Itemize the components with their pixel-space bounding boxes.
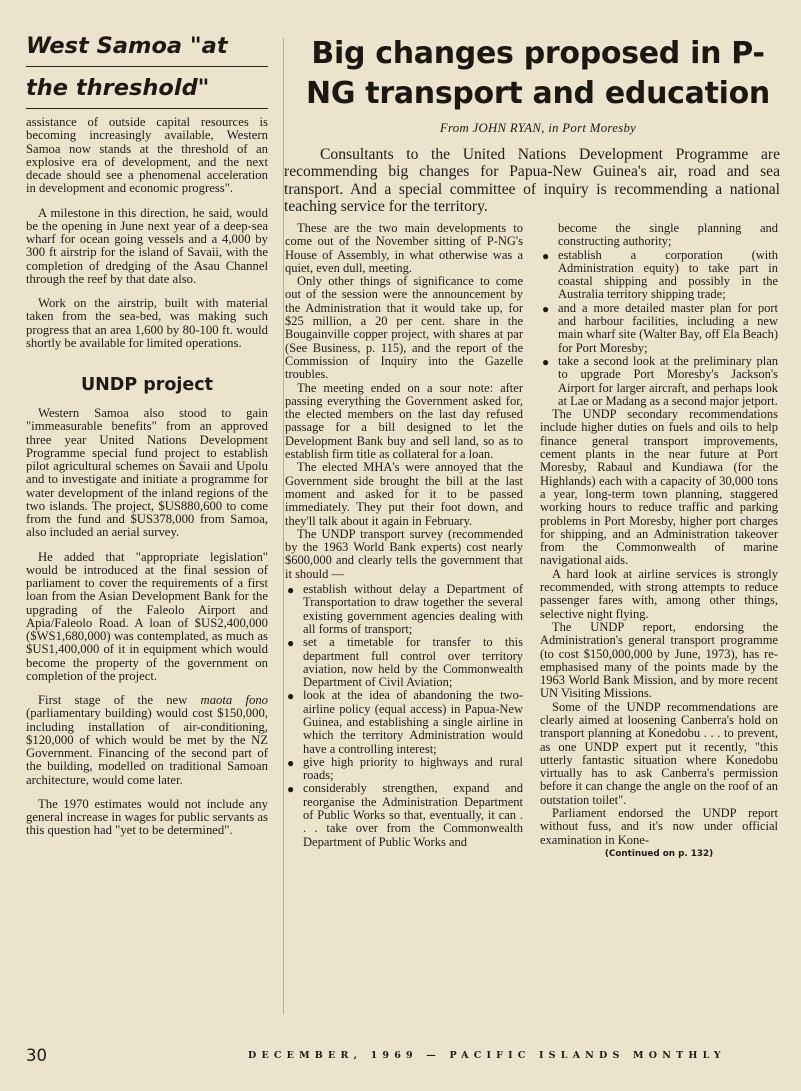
bullet-icon: ● [542,354,550,369]
text-run: First stage of the new [38,693,201,707]
undp-subheading: UNDP project [80,375,214,395]
list-item-text: look at the idea of abandoning the two-airline policy (equal access) in Papua-New Guinea, and establishing a single airline in which the territory Administration would have a controlling interest; [303,688,523,756]
recommendation-list [285,583,523,849]
list-item [540,302,778,355]
bullet-icon: ● [287,782,295,797]
paragraph: Work on the airstrip, built with material taken from the sea-bed, was making such progress that an area 1,600 by 80-100 ft. would shortly be available for limited operations. [26,296,268,350]
list-item [285,583,523,636]
list-item-text: and a more detailed master plan for port and harbour facilities, including a new main wharf site (Walter Bay, off Ela Beach) for Port Moresby; [558,300,778,355]
headline-rule [26,108,268,109]
list-item [285,636,523,689]
page-number: 30 [26,1046,47,1065]
bullet-icon: ● [287,755,295,770]
italic-term: maota fono [200,693,269,707]
list-item [285,782,523,848]
bullet-icon: ● [287,636,295,651]
paragraph: The UNDP report, endorsing the Administration's general transport programme (to cost $150,000,000 by June, 1973), has re-emphasised many of the points made by the 1963 World Bank Mission, and by more recent UN Visiting Missions. [540,619,778,701]
paragraph: The 1970 estimates would not include any general increase in wages for public servants as this question had "yet to be determined". [26,796,268,838]
text-run: (parliamentary building) would cost $150,000, including installation of air-conditioning, $120,000 of which would be met by the NZ Government. Financing of the second part of the building, modelled on traditional Samoan architecture, would come later. [26,706,268,787]
list-item-text: establish a corporation (with Administration equity) to take part in coastal shipping and possibly in the Australia territory shipping trade; [558,247,778,302]
list-item-text: set a timetable for transfer to this department full control over territory aviation, now held by the Commonwealth Department of Civil Aviation; [303,635,523,690]
bullet-icon: ● [287,689,295,704]
paragraph: Western Samoa also stood to gain "immeasurable benefits" from an approved three year United Nations Development Programme special fund project to establish pilot agricultural schemes on Savaii and Upolu and to investigate and initiate a programme for water development of the inland regions of the two islands. The project, $US880,600 to come from the fund and $US378,000 from Samoa, also included an aerial survey. [26,406,268,540]
list-item [540,355,778,408]
paragraph: assistance of outside capital resources is becoming increasingly available, Western Samoa now stands at the threshold of an explosive era of development, and the next decade should see a phenomenal acceleration in development and economic progress". [26,115,268,196]
article-column-2 [285,222,523,849]
list-item-text: give high priority to highways and rural roads; [303,754,523,783]
list-item-text: considerably strengthen, expand and reorganise the Administration Department of Public Works so that, eventually, it can . . . take over from the Commonwealth Department of Public Works and [303,781,523,849]
bullet-icon: ● [287,583,295,598]
recommendation-list [540,249,778,409]
paragraph: become the single planning and constructing authority; [558,221,778,249]
main-headline: Big changes proposed in P-NG transport and education [306,36,770,111]
issue-line: DECEMBER, 1969 — PACIFIC ISLANDS MONTHLY [248,1050,726,1061]
paragraph: He added that "appropriate legislation" would be introduced at the final session of parliament to cover the requirements of a first loan from the Asian Development Bank for the upgrading of the Faleolo Airport and Apia/Faleolo Road. A loan of $US2,400,000 ($WS1,680,000) was contemplated, as much as $US1,400,000 of it in equipment which would become the property of the government on completion of the project. [26,549,268,683]
byline: From JOHN RYAN, in Port Moresby [439,121,637,135]
west-samoa-headline-line2: the threshold" [26,75,210,101]
bullet-icon: ● [542,301,550,316]
paragraph: A hard look at airline services is strongly recommended, with strong attempts to reduce passenger fares with, among other things, selective night flying. [540,566,778,621]
paragraph: The UNDP secondary recommendations include higher duties on fuels and oils to help finance general transport improvements, cement plants in the near future at Port Moresby, Rabaul and Kundiawa (for the Highlands) each with a capacity of 30,000 tons a year, long-term town planning, staggered working hours to reduce traffic and parking problems in Port Moresby, higher port charges for shipping, and an Administration takeover from the Commonwealth of marine navigational aids. [540,407,778,568]
standfirst: Consultants to the United Nations Development Programme are recommending big changes for Papua-New Guinea's air, road and sea transport. And a special committee of inquiry is recommending a national teaching service for the territory. [284,146,780,216]
west-samoa-article [26,32,268,849]
paragraph: The meeting ended on a sour note: after passing everything the Government asked for, the elected members on the last day refused passage for a bill designed to let the Development Bank buy and sell land, so as to establish firm title as collateral for a loan. [285,380,523,462]
paragraph: These are the two main developments to come out of the November sitting of P-NG's House of Assembly, in what otherwise was a quiet, even dull, meeting. [285,221,523,275]
paragraph: Some of the UNDP recommendations are clearly aimed at loosening Canberra's hold on transport planning at Konedobu . . . to prevent, as one UNDP expert put it recently, "this utterly fantastic situation where Konedobu virtually has to ask Canberra's permission before it can change the angle on the roof of an outstation toilet". [540,699,778,807]
list-item-text: take a second look at the preliminary plan to upgrade Port Moresby's Jackson's Airport for larger aircraft, and perhaps look at Lae or Madang as a second major jetport. [558,353,778,408]
paragraph: The elected MHA's were annoyed that the Government side brought the bill at the last moment and asked for it to be passed immediately. They put their foot down, and they'll talk about it again in February. [285,460,523,528]
article-column-3 [540,222,778,861]
list-item-text: establish without delay a Department of Transportation to draw together the several existing government agencies dealing with all forms of transport; [303,582,523,636]
paragraph: The UNDP transport survey (recommended by the 1963 World Bank experts) cost nearly $600,000 and clearly tells the government that it should — [285,526,523,581]
list-item [285,689,523,755]
list-item [540,249,778,302]
paragraph: Only other things of significance to come out of the session were the announcement by the Administration that it would take up, for $25 million, a 20 per cent. share in the Bougainville copper project, with shares at par (See Business, p. 115), and the report of the Commission of Inquiry into the Gazelle troubles. [285,274,523,382]
paragraph: Parliament endorsed the UNDP report without fuss, and it's now under official examination in Kone- [540,806,778,847]
continued-note: (Continued on p. 132) [604,848,714,859]
west-samoa-headline-line1: West Samoa "at [26,33,228,59]
bullet-icon: ● [542,248,550,263]
headline-rule [26,66,268,67]
list-item [285,756,523,783]
paragraph [26,694,268,787]
paragraph: A milestone in this direction, he said, would be the opening in June next year of a deep-sea wharf for ocean going vessels and a 4,000 by 300 ft airstrip for the island of Savaii, with the completion of dredging of the Asau Channel through the reef by that date also. [26,205,268,286]
